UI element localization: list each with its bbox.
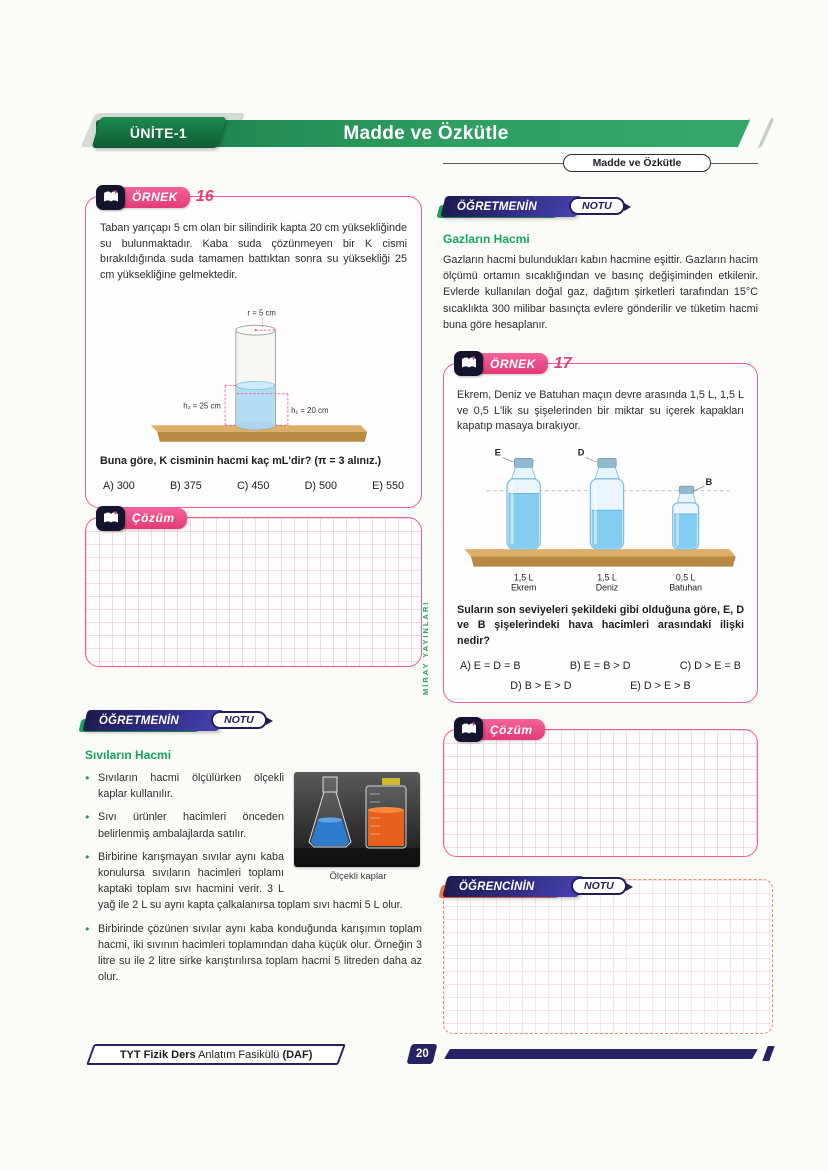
page-number-badge — [407, 1044, 438, 1064]
example-17-options-row1 — [457, 660, 744, 672]
banner-ribbon — [82, 710, 223, 731]
radius-label: r = 5 cm — [246, 307, 276, 317]
example-17-box — [443, 354, 758, 703]
option-c: C) 450 — [236, 479, 270, 492]
bottle-B — [673, 477, 713, 549]
publisher-vertical-text: MİRAY YAYINLARI — [421, 600, 430, 695]
glassware-caption: Ölçekli kaplar — [329, 871, 387, 882]
note-bullet-4: ● Birbirinde çözünen sıvılar aynı kaba konduğunda karışımın toplam hacmi, iki sıvının hacimleri toplamından daha küçük olur. Örneğin 3 litre su ile 2 litre sirke karıştırılırsa toplam hacmi 5 litreden daha az olur. — [85, 921, 422, 986]
bottle-labels — [511, 572, 702, 592]
example-ribbon: ÖRNEK — [474, 353, 548, 374]
bottle-E — [495, 447, 541, 549]
bottle-D-letter: D — [577, 447, 585, 458]
note-bullet-1: ● Sıvıların hacmi ölçülürken ölçekli kaplar kullanılır. — [85, 770, 422, 802]
book-icon — [454, 351, 483, 376]
banner-note-pill: NOTU — [569, 197, 625, 215]
footer-tick — [762, 1046, 774, 1061]
page-title: Madde ve Özkütle — [343, 122, 509, 144]
solution-ribbon: Çözüm — [116, 508, 187, 529]
option-c: C) D > E = B — [679, 659, 741, 672]
bottle-D — [578, 447, 624, 549]
bottles-diagram-svg — [457, 439, 744, 599]
teacher-note-left — [85, 710, 422, 992]
solution-17-badge — [454, 717, 545, 743]
student-note-banner — [445, 876, 655, 899]
solution-16-badge — [96, 505, 187, 531]
example-17-options-row2 — [457, 680, 744, 692]
h1-label: h₁ = 20 cm — [290, 405, 329, 415]
open-book-icon — [102, 511, 120, 526]
option-b: B) 375 — [169, 479, 202, 492]
example-16-box — [85, 188, 422, 508]
book-icon — [454, 717, 483, 742]
bottle-B-letter: B — [705, 477, 713, 488]
note-bullet-2: ● Sıvı ürünler hacimleri önceden belirlenmiş ambalajlarda satılır. — [85, 809, 422, 841]
example-ribbon: ÖRNEK — [116, 187, 190, 208]
unit-label: ÜNİTE-1 — [130, 124, 188, 141]
note-bullet-3: ● Birbirine karışmayan sıvılar aynı kaba konulursa sıvıların hacimleri toplamı kaptaki toplam sıvı hacmini verir. 3 L yağ ile 2 L su aynı kapta çalkalanırsa toplam sıvı hacmi 5 L olur. — [85, 849, 422, 914]
open-book-icon — [102, 190, 120, 205]
banner-label: ÖĞRETMENİN — [99, 714, 179, 727]
open-book-icon — [460, 722, 478, 737]
option-a: A) 300 — [103, 479, 135, 492]
option-d: D) B > E > D — [510, 679, 572, 692]
example-16-question: Buna göre, K cisminin hacmi kaç mL'dir? (π = 3 alınız.) — [100, 454, 382, 467]
bottle-B-name: Batuhan — [669, 582, 703, 593]
banner-note-pill: NOTU — [571, 877, 627, 895]
solution-17-box — [443, 722, 758, 857]
open-book-icon — [460, 356, 478, 371]
wooden-table — [464, 549, 735, 567]
footer-series-text — [120, 1049, 313, 1061]
option-d: D) 500 — [304, 479, 337, 492]
liquids-note-list — [85, 770, 422, 985]
footer-series-regular: Anlatım Fasikülü — [197, 1048, 280, 1061]
h2-label: h₂ = 25 cm — [182, 401, 221, 411]
option-e: E) 550 — [372, 479, 404, 492]
footer-series-bold: TYT Fizik Ders — [119, 1048, 196, 1061]
example-16-text: Taban yarıçapı 5 cm olan bir silindirik kapta 20 cm yüksekliğinde su bulunmaktadır. Kaba suda çözünmeyen bir K cismi bırakıldığında suda tamamen battıktan sonra su yüksekliği 25 cm yüksekliğine gelmektedir. — [100, 222, 407, 281]
solution-16-box — [85, 511, 422, 667]
example-number: 17 — [553, 354, 572, 372]
banner-ribbon — [440, 196, 581, 217]
radius-center-dot — [254, 329, 256, 331]
banner-label: ÖĞRENCİNİN — [459, 880, 535, 893]
bottles-diagram — [457, 439, 744, 599]
student-note — [443, 879, 758, 1034]
banner-label: ÖĞRETMENİN — [457, 200, 537, 213]
option-a: A) E = D = B — [460, 659, 521, 672]
bottle-D-volume: 1,5 L — [597, 572, 617, 583]
gases-note-text: Gazların hacmi bulundukları kabın hacmine eşittir. Gazların hacim ölçümü ortamın sıcaklığından ve basınç değişiminden etkilenir. Evlerde kullanılan doğal gaz, dağıtım şirketleri tarafından 15°C sıcaklıkta 300 milibar basınçta evlere gönderilir ve tüketim hacmi buna göre hesaplanır. — [443, 254, 758, 331]
teacher-note-banner — [85, 710, 295, 733]
book-icon — [96, 506, 125, 531]
cylinder-diagram — [100, 288, 407, 450]
footer-series-box — [86, 1044, 346, 1065]
bottle-E-name: Ekrem — [510, 582, 537, 593]
section-heading-gases: Gazların Hacmi — [443, 232, 530, 246]
bottle-B-volume: 0,5 L — [675, 572, 696, 583]
footer-series-suffix: (DAF) — [282, 1048, 313, 1061]
example-17-question: Suların son seviyeleri şekildeki gibi olduğuna göre, E, D ve B şişelerindeki hava hacimleri arasındaki ilişki nedir? — [457, 603, 744, 647]
example-number: 16 — [195, 188, 214, 205]
book-icon — [96, 185, 125, 210]
example-17-badge — [454, 351, 572, 377]
liquids-note-content — [85, 770, 422, 985]
banner-ribbon — [442, 876, 583, 897]
footer-bar — [444, 1049, 758, 1059]
option-e: E) D > E > B — [630, 679, 691, 692]
cylinder — [235, 325, 275, 430]
unit-badge — [92, 117, 227, 148]
student-note-area — [443, 879, 773, 1034]
banner-note-pill: NOTU — [211, 711, 267, 729]
example-16-options — [100, 480, 407, 492]
option-b: B) E = B > D — [569, 659, 631, 672]
right-column — [443, 196, 758, 1034]
page-number: 20 — [415, 1048, 429, 1060]
solution-ribbon: Çözüm — [474, 719, 545, 740]
bottle-E-volume: 1,5 L — [513, 572, 534, 583]
teacher-note-banner-right — [443, 196, 653, 219]
cylinder-diagram-svg — [104, 288, 404, 450]
section-heading-liquids: Sıvıların Hacmi — [85, 748, 172, 762]
example-17-text: Ekrem, Deniz ve Batuhan maçın devre arasında 1,5 L, 1,5 L ve 0,5 L'lik su şişelerinden bir miktar su içerek kapakları kapatıp masaya bırakıyor. — [457, 388, 744, 433]
bottle-E-letter: E — [494, 447, 501, 458]
example-16-badge — [96, 184, 214, 210]
chapter-tab: Madde ve Özkütle — [563, 154, 711, 172]
bottle-D-name: Deniz — [595, 582, 619, 593]
